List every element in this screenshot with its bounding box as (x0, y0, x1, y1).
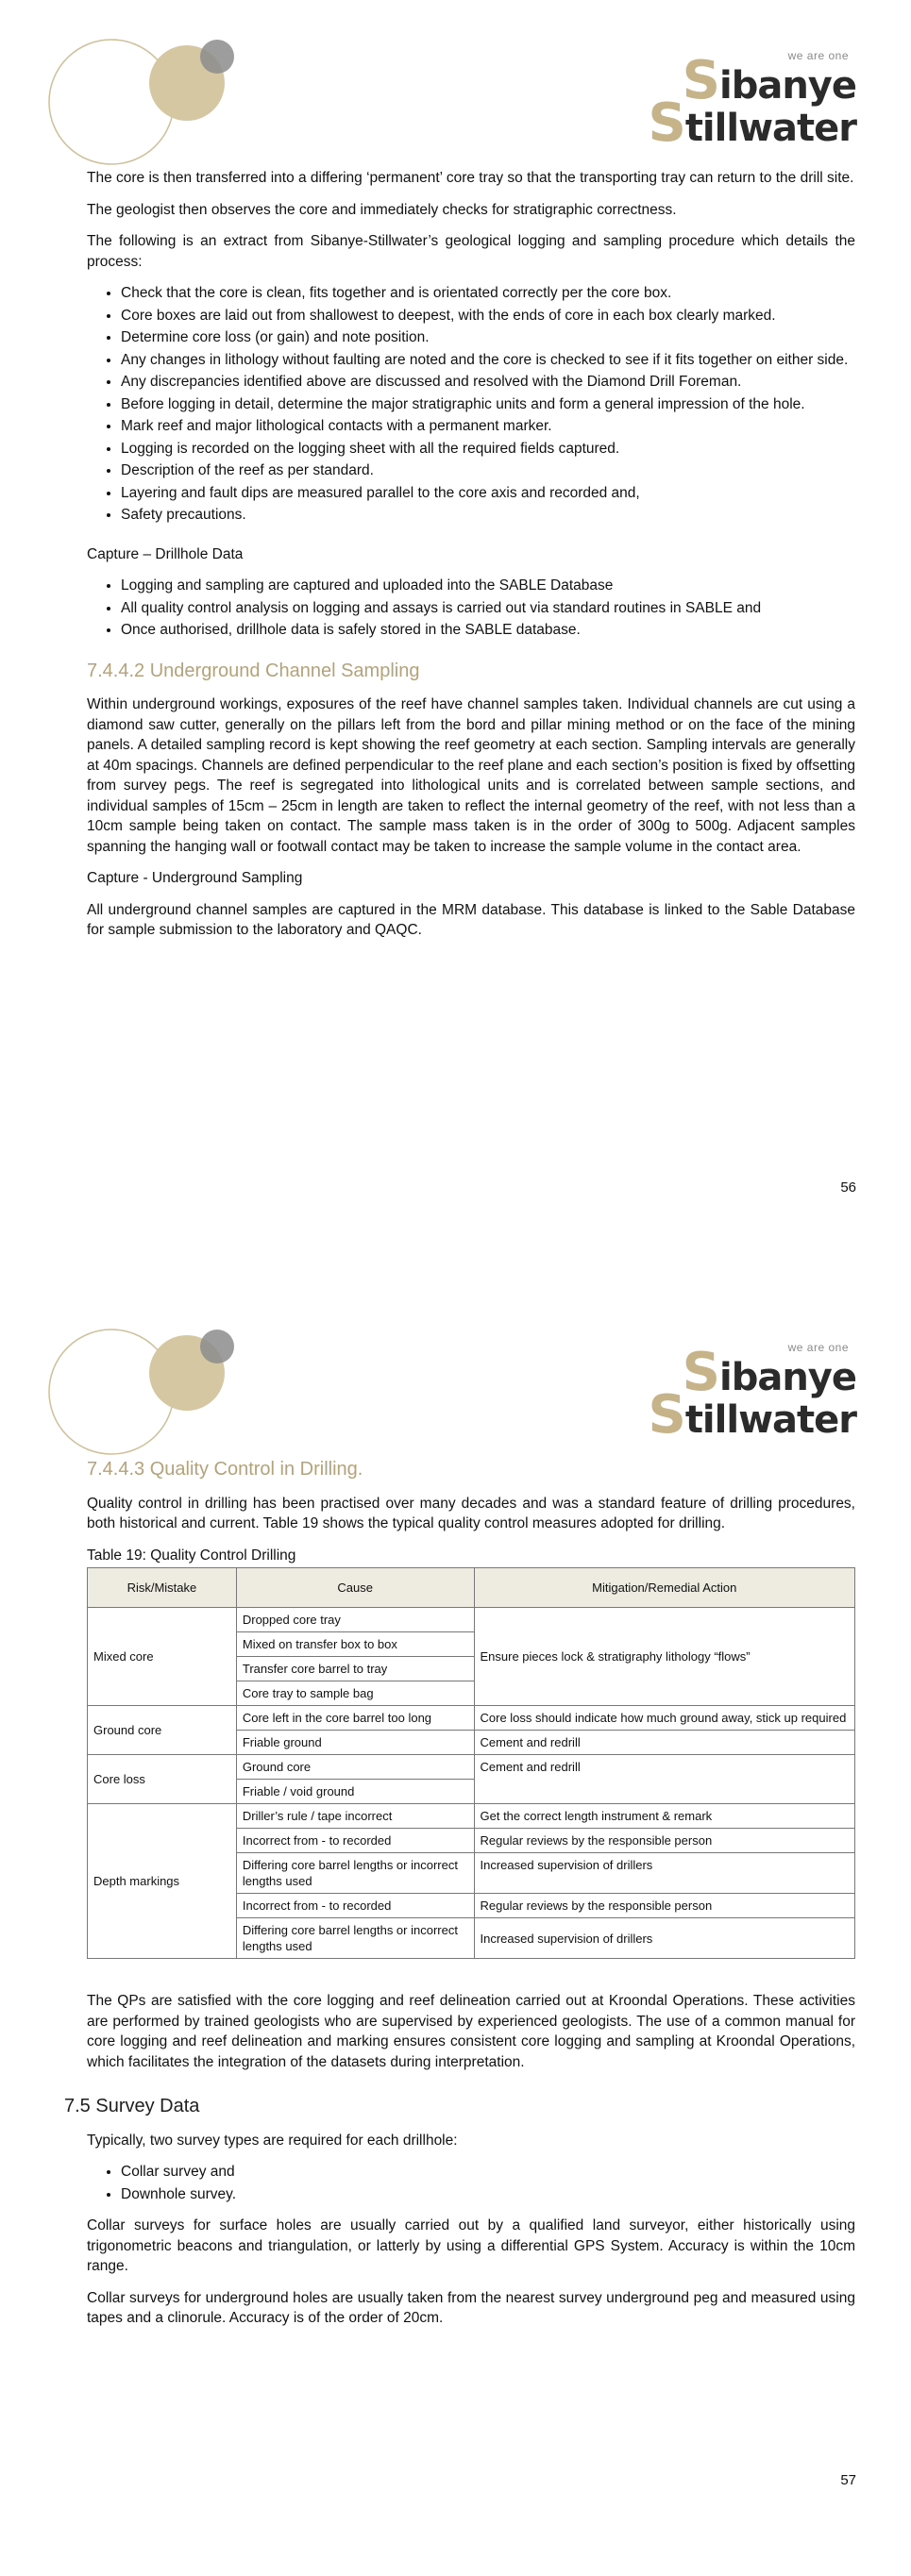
logo-circles-graphic (47, 38, 245, 170)
logo-tagline: we are one (787, 49, 849, 62)
action-cell: Regular reviews by the responsible person (474, 1894, 855, 1918)
section-heading-survey-data: 7.5 Survey Data (64, 2096, 200, 2116)
cause-cell: Incorrect from - to recorded (236, 1829, 474, 1853)
cause-cell: Transfer core barrel to tray (236, 1657, 474, 1681)
quality-control-table (87, 1567, 855, 1959)
logo-tagline: we are one (787, 1341, 849, 1354)
section-heading-channel-sampling: 7.4.4.2 Underground Channel Sampling (87, 660, 420, 681)
table-row (88, 1804, 855, 1829)
section-heading-quality-control: 7.4.4.3 Quality Control in Drilling. (87, 1459, 363, 1480)
list-item: • Collar survey and (121, 2162, 855, 2183)
list-item: • Downhole survey. (121, 2184, 855, 2205)
list-item: • Logging is recorded on the logging sheet with all the required fields captured. (121, 439, 855, 460)
company-logo (630, 1341, 856, 1446)
action-cell: Ensure pieces lock & stratigraphy lithology “flows” (474, 1608, 855, 1706)
survey-bullet-list (87, 2162, 855, 2204)
risk-cell: Ground core (88, 1706, 237, 1755)
table-header-row (88, 1568, 855, 1608)
action-cell: Get the correct length instrument & remark (474, 1804, 855, 1829)
logo-circles-graphic (47, 1328, 245, 1460)
page-number: 56 (840, 1179, 856, 1196)
action-cell: Core loss should indicate how much ground away, stick up required (474, 1706, 855, 1731)
cause-cell: Core left in the core barrel too long (236, 1706, 474, 1731)
paragraph-core-transfer: The core is then transferred into a differing ‘permanent’ core tray so that the transporting tray can return to the drill site. (87, 170, 854, 186)
risk-cell: Depth markings (88, 1804, 237, 1959)
list-item: • Check that the core is clean, fits together and is orientated correctly per the core box. (121, 283, 855, 304)
action-cell: Regular reviews by the responsible person (474, 1829, 855, 1853)
page-57 (0, 1288, 911, 2576)
list-item: • Mark reef and major lithological contacts with a permanent marker. (121, 416, 855, 437)
list-item: • Determine core loss (or gain) and note position. (121, 327, 855, 348)
paragraph-stratigraphic-check: The geologist then observes the core and immediately checks for stratigraphic correctness. (87, 201, 677, 218)
capture-bullet-list (87, 576, 855, 641)
paragraph-collar-surface: Collar surveys for surface holes are usually carried out by a qualified land surveyor, either historically using trigonometric beacons and triangulation, or latterly by using a differential GPS System. Accuracy is within the 10cm range. (87, 2217, 855, 2274)
paragraph-procedure-intro: The following is an extract from Sibanye-Stillwater’s geological logging and sampling procedure which details the process: (87, 233, 855, 270)
cause-cell: Driller’s rule / tape incorrect (236, 1804, 474, 1829)
table-row (88, 1755, 855, 1780)
list-item: • Core boxes are laid out from shallowest to deepest, with the ends of core in each box clearly marked. (121, 306, 855, 326)
risk-cell: Core loss (88, 1755, 237, 1804)
list-item: • Description of the reef as per standard. (121, 460, 855, 481)
company-logo (630, 49, 856, 154)
process-bullet-list (87, 283, 855, 526)
page-number: 57 (840, 2472, 856, 2488)
logo-word-stillwater: Stillwater (648, 92, 856, 154)
list-item: • Once authorised, drillhole data is safely stored in the SABLE database. (121, 620, 855, 641)
paragraph-collar-underground: Collar surveys for underground holes are usually taken from the nearest survey underground peg and measured using tapes and a clinorule. Accuracy is of the order of 20cm. (87, 2289, 855, 2326)
list-item: • All quality control analysis on logging and assays is carried out via standard routines in SABLE and (121, 598, 855, 619)
list-item: • Safety precautions. (121, 505, 855, 526)
cause-cell: Ground core (236, 1755, 474, 1780)
header-cause: Cause (236, 1568, 474, 1608)
action-cell: Cement and redrill (474, 1731, 855, 1755)
paragraph-qp-statement: The QPs are satisfied with the core logging and reef delineation carried out at Kroondal Operations. These activities are performed by trained geologists who are supervised by experienced geologists. The use of a common manual for core logging and reef delineation and marking ensures consistent core logging and sampling at Kroondal Operations, which facilitates the integration of the datasets during interpretation. (87, 1993, 855, 2070)
cause-cell: Mixed on transfer box to box (236, 1632, 474, 1657)
logo-word-sibanye: Sibanye (682, 1342, 856, 1403)
list-item: • Before logging in detail, determine the major stratigraphic units and form a general impression of the hole. (121, 394, 855, 415)
list-item: • Any discrepancies identified above are discussed and resolved with the Diamond Drill Foreman. (121, 372, 855, 393)
logo-word-stillwater: Stillwater (648, 1384, 856, 1446)
cause-cell: Friable / void ground (236, 1780, 474, 1804)
list-item: • Logging and sampling are captured and uploaded into the SABLE Database (121, 576, 855, 596)
page-56-body (87, 168, 855, 952)
risk-cell: Mixed core (88, 1608, 237, 1706)
cause-cell: Core tray to sample bag (236, 1681, 474, 1706)
logo-word-sibanye: Sibanye (682, 50, 856, 111)
cause-cell: Differing core barrel lengths or incorrect lengths used (236, 1918, 474, 1959)
cause-cell: Dropped core tray (236, 1608, 474, 1632)
paragraph-mrm-database: All underground channel samples are captured in the MRM database. This database is linked to the Sable Database for sample submission to the laboratory and QAQC. (87, 901, 855, 938)
cause-cell: Differing core barrel lengths or incorrect lengths used (236, 1853, 474, 1894)
header-mitigation: Mitigation/Remedial Action (474, 1568, 855, 1608)
cause-cell: Incorrect from - to recorded (236, 1894, 474, 1918)
paragraph-qc-intro: Quality control in drilling has been practised over many decades and was a standard feature of drilling procedures, both historical and current. Table 19 shows the typical quality control measures adopted for drilling. (87, 1495, 855, 1531)
table-row (88, 1706, 855, 1731)
paragraph-channel-sampling: Within underground workings, exposures of the reef have channel samples taken. Individual channels are cut using a diamond saw cutter, generally on the pillars left from the bord and pillar mining method or on the face of the mining panels. A detailed sampling record is kept showing the reef geometry at each section. Sampling intervals are generally at 40m spacings. Channels are defined perpendicular to the reef plane and each section’s position is fixed by offsetting from survey pegs. The reef is segregated into lithological units and is correlated between sample sections, and individual samples of 15cm – 25cm in length are taken to reflect the internal geometry of the reef, with not less than a 10cm sample being taken on contact. The sample mass taken is in the order of 300g to 500g. Adjacent samples spanning the hanging wall or footwall contact may be taken to increase the sample volume in the contact area. (87, 696, 855, 855)
action-cell: Increased supervision of drillers (474, 1918, 855, 1959)
list-item: • Layering and fault dips are measured parallel to the core axis and recorded and, (121, 483, 855, 504)
capture-drillhole-heading: Capture – Drillhole Data (87, 545, 244, 562)
capture-underground-heading: Capture - Underground Sampling (87, 870, 303, 886)
header-risk: Risk/Mistake (88, 1568, 237, 1608)
page-57-body (64, 1459, 855, 2340)
paragraph-survey-intro: Typically, two survey types are required for each drillhole: (87, 2132, 458, 2149)
action-cell: Cement and redrill (474, 1755, 855, 1804)
cause-cell: Friable ground (236, 1731, 474, 1755)
list-item: • Any changes in lithology without faulting are noted and the core is checked to see if it fits together on either side. (121, 350, 855, 371)
table-caption: Table 19: Quality Control Drilling (87, 1547, 296, 1564)
action-cell: Increased supervision of drillers (474, 1853, 855, 1894)
table-row (88, 1608, 855, 1632)
